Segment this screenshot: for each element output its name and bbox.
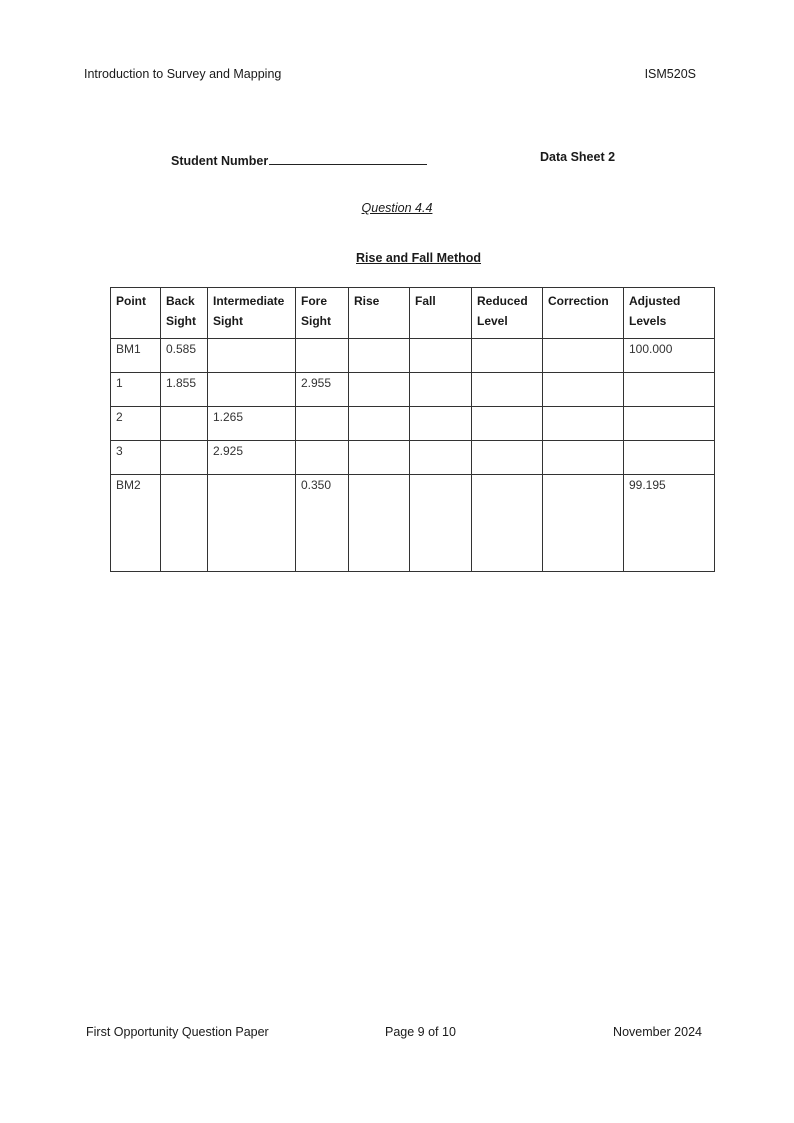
data-sheet-label: Data Sheet 2 (540, 150, 616, 164)
footer-page-number: Page 9 of 10 (385, 1025, 456, 1039)
table-cell[interactable] (296, 339, 349, 373)
header-cell: Adjusted Levels (624, 288, 715, 339)
table-cell[interactable] (472, 373, 543, 407)
table-cell[interactable] (543, 373, 624, 407)
table-cell[interactable] (349, 475, 410, 572)
header-cell: Rise (349, 288, 410, 339)
table-cell[interactable] (161, 475, 208, 572)
table-cell[interactable] (349, 373, 410, 407)
header-cell: Back Sight (161, 288, 208, 339)
table-cell[interactable] (349, 339, 410, 373)
table-cell[interactable]: 1 (111, 373, 161, 407)
table-cell[interactable] (624, 407, 715, 441)
footer-date: November 2024 (613, 1025, 702, 1039)
table-cell[interactable] (296, 441, 349, 475)
student-number-blank (269, 151, 427, 165)
table-cell[interactable]: 3 (111, 441, 161, 475)
table-cell[interactable] (472, 441, 543, 475)
header-cell: Reduced Level (472, 288, 543, 339)
method-title: Rise and Fall Method (356, 251, 482, 265)
table-cell[interactable] (296, 407, 349, 441)
table-cell[interactable] (472, 339, 543, 373)
course-code: ISM520S (644, 67, 696, 81)
table-cell[interactable] (410, 475, 472, 572)
table-row (111, 407, 715, 441)
course-title: Introduction to Survey and Mapping (84, 67, 282, 81)
question-label: Question 4.4 (361, 201, 433, 215)
table-cell[interactable] (543, 339, 624, 373)
table-header-row (111, 288, 715, 339)
table-cell[interactable] (543, 407, 624, 441)
table-cell[interactable] (410, 407, 472, 441)
header-cell: Point (111, 288, 161, 339)
table-cell[interactable] (410, 373, 472, 407)
table-cell[interactable] (161, 407, 208, 441)
table-cell[interactable]: 100.000 (624, 339, 715, 373)
table-cell[interactable] (349, 407, 410, 441)
table-cell[interactable]: BM1 (111, 339, 161, 373)
table-cell[interactable] (410, 339, 472, 373)
table-cell[interactable]: 2.925 (208, 441, 296, 475)
table-row (111, 373, 715, 407)
header-cell: Correction (543, 288, 624, 339)
table-cell[interactable] (208, 339, 296, 373)
table-row (111, 441, 715, 475)
table-cell[interactable] (161, 441, 208, 475)
table-cell[interactable] (410, 441, 472, 475)
table-cell[interactable] (624, 441, 715, 475)
header-cell: Fore Sight (296, 288, 349, 339)
table-cell[interactable]: BM2 (111, 475, 161, 572)
header-cell: Fall (410, 288, 472, 339)
footer-paper-label: First Opportunity Question Paper (86, 1025, 269, 1039)
table-cell[interactable]: 0.585 (161, 339, 208, 373)
table-cell[interactable]: 99.195 (624, 475, 715, 572)
table-cell[interactable]: 0.350 (296, 475, 349, 572)
table-cell[interactable] (543, 441, 624, 475)
table-cell[interactable] (472, 407, 543, 441)
table-row (111, 475, 715, 572)
table-row (111, 339, 715, 373)
table-cell[interactable]: 2.955 (296, 373, 349, 407)
table-cell[interactable] (208, 475, 296, 572)
table-cell[interactable] (349, 441, 410, 475)
table-cell[interactable]: 1.265 (208, 407, 296, 441)
table-cell[interactable]: 2 (111, 407, 161, 441)
student-number-field (171, 151, 427, 168)
table-cell[interactable] (624, 373, 715, 407)
header-cell: Intermediate Sight (208, 288, 296, 339)
table-cell[interactable] (543, 475, 624, 572)
levelling-table (110, 287, 715, 572)
table-cell[interactable]: 1.855 (161, 373, 208, 407)
student-number-label: Student Number (171, 154, 269, 168)
table-cell[interactable] (208, 373, 296, 407)
table-cell[interactable] (472, 475, 543, 572)
